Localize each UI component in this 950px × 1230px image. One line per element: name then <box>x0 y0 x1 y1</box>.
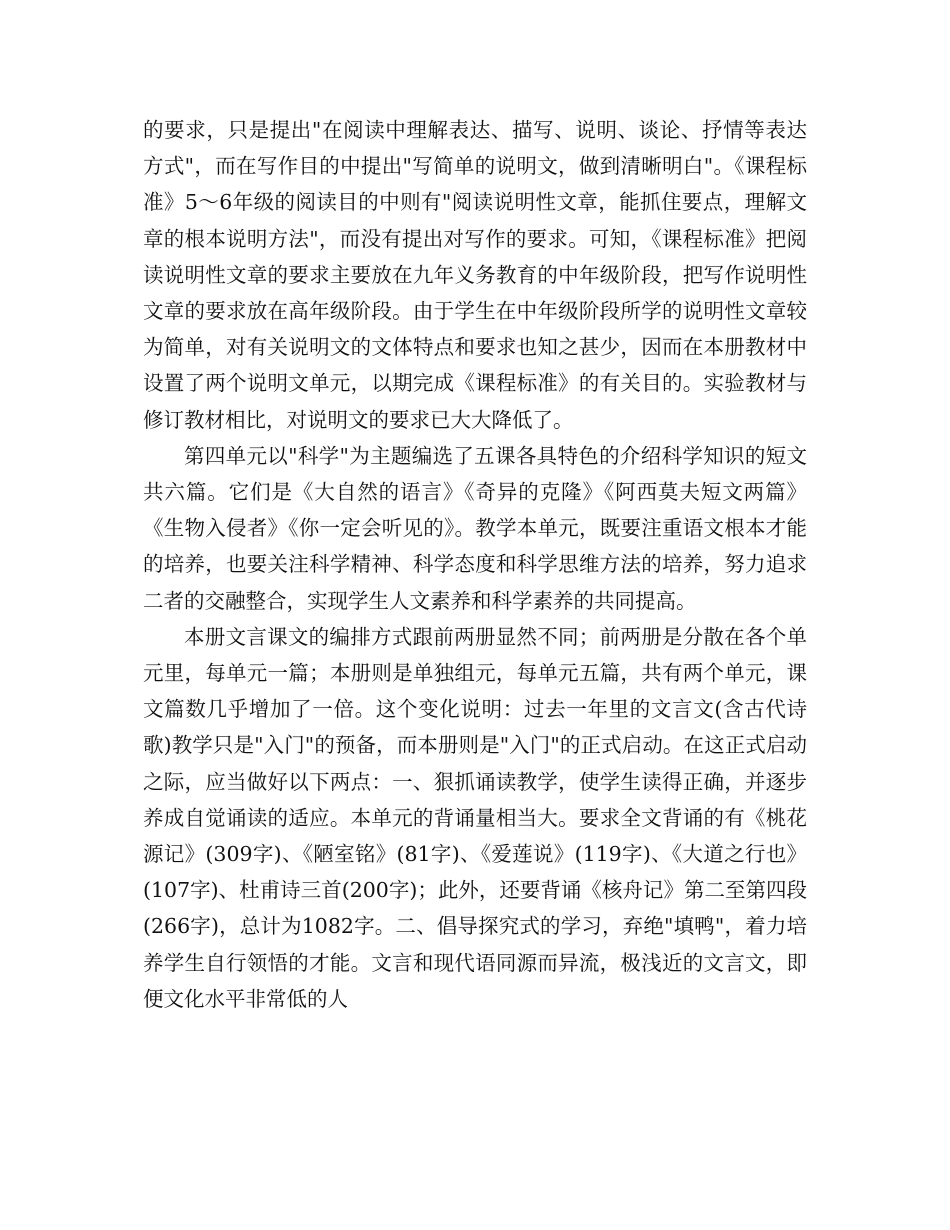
paragraph-unit-four-science: 第四单元以"科学"为主题编选了五课各具特色的介绍科学知识的短文共六篇。它们是《大自然的语言》《奇异的克隆》《阿西莫夫短文两篇》《生物入侵者》《你一定会听见的》。教学本单元，既要注重语文根本才能的培养，也要关注科学精神、科学态度和科学思维方法的培养，努力追求二者的交融整合，实现学生人文素养和科学素养的共同提高。 <box>143 443 807 613</box>
document-page <box>143 112 807 1017</box>
paragraph-classical-chinese: 本册文言课文的编排方式跟前两册显然不同；前两册是分散在各个单元里，每单元一篇；本册则是单独组元，每单元五篇，共有两个单元，课文篇数几乎增加了一倍。这个变化说明：过去一年里的文言文(含古代诗歌)教学只是"入门"的预备，而本册则是"入门"的正式启动。在这正式启动之际，应当做好以下两点：一、狠抓诵读教学，使学生读得正确，并逐步养成自觉诵读的适应。本单元的背诵量相当大。要求全文背诵的有《桃花源记》(309字)、《陋室铭》(81字)、《爱莲说》(119字)、《大道之行也》(107字)、杜甫诗三首(200字)；此外，还要背诵《核舟记》第二至第四段(266字)，总计为1082字。二、倡导探究式的学习，弃绝"填鸭"，着力培养学生自行领悟的才能。文言和现代语同源而异流，极浅近的文言文，即便文化水平非常低的人 <box>143 624 807 1011</box>
paragraph-standards-requirements: 的要求，只是提出"在阅读中理解表达、描写、说明、谈论、抒情等表达方式"，而在写作目的中提出"写简单的说明文，做到清晰明白"。《课程标准》5～6年级的阅读目的中则有"阅读说明性文章，能抓住要点，理解文章的根本说明方法"，而没有提出对写作的要求。可知，《课程标准》把阅读说明性文章的要求主要放在九年义务教育的中年级阶段，把写作说明性文章的要求放在高年级阶段。由于学生在中年级阶段所学的说明性文章较为简单，对有关说明文的文体特点和要求也知之甚少，因而在本册教材中设置了两个说明文单元，以期完成《课程标准》的有关目的。实验教材与修订教材相比，对说明文的要求已大大降低了。 <box>143 118 807 432</box>
